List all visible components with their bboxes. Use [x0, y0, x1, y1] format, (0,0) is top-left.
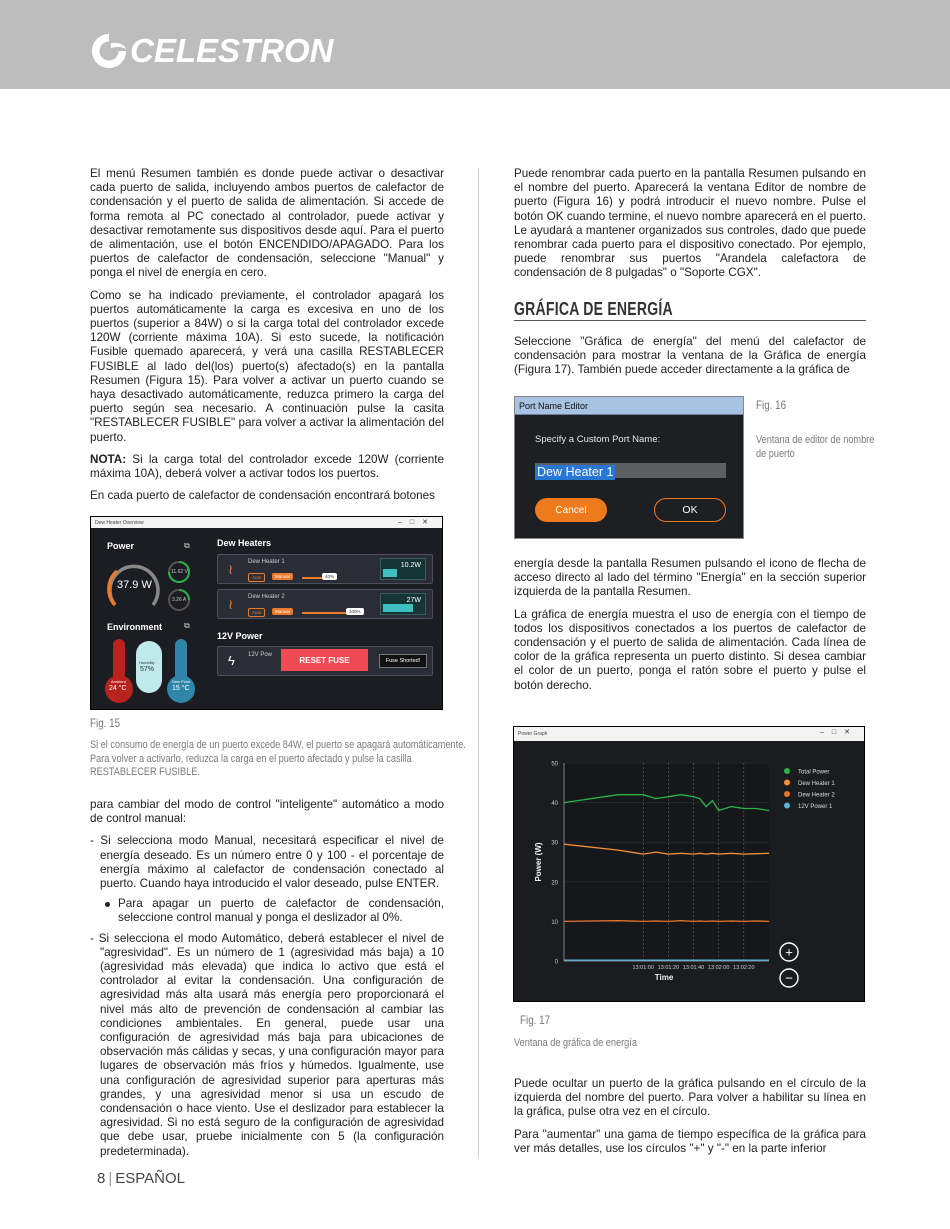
fig17-power-graph-window	[513, 726, 865, 1002]
dialog-title: Port Name Editor	[515, 397, 743, 415]
legend-label: Dew Heater 2	[798, 792, 835, 799]
celestron-logo	[90, 32, 334, 70]
paragraph: energía desde la pantalla Resumen pulsando el icono de flecha de acceso directo al lado del término "Energía" en la sección superior izquierda de la pantalla Resumen.	[514, 557, 866, 599]
legend-label: Dew Heater 1	[798, 781, 835, 787]
left-column-bottom	[90, 798, 444, 1165]
window-title: Dew Heater Overview	[95, 519, 144, 526]
fig17-description: Ventana de gráfica de energía	[514, 1037, 637, 1049]
flame-icon: ≀	[228, 596, 234, 612]
list-item: - Si selecciona el modo Automático, deberá establecer el nivel de "agresividad". Es un número de 1 (agresividad más baja) a 10 (agresividad más elevada) que indica lo activo que está el controlador al evitar la condensación. Una configuración de agresividad más alta usará más energía pero proporcionará el nivel más alto de prevención de condensación al cambiar las condiciones ambientales. En general, puede usar una configuración de agresividad más baja para ubicaciones de observación más cálidas y secas, y una configuración mayor para lugares de observación más fríos y húmedos. Igualmente, use una configuración de agresividad superior para aperturas más grandes, y una agresividad menor si usa un escudo de condensación o hace viento. Use el deslizador para establecer la agresividad. Si no está seguro de la configuración de agresividad que debe usar, pruebe inicialmente con 5 (la configuración predeterminada).	[90, 931, 444, 1158]
note-label: NOTA:	[90, 452, 127, 466]
port-name-value[interactable]: Dew Heater 1	[537, 465, 614, 479]
fig16-desc-line: de puerto	[756, 447, 795, 460]
fig15-description	[90, 739, 548, 780]
fig15-caption: Fig. 15	[90, 716, 121, 730]
ambient-label: Ambient	[111, 679, 126, 684]
12v-port-name[interactable]: 12V Pow	[248, 652, 273, 658]
celestron-swoosh-icon	[90, 32, 128, 70]
y-tick-label: 20	[551, 880, 558, 887]
humidity-label: Humidity	[139, 660, 155, 665]
power-value: 37.9 W	[117, 579, 152, 591]
dew-heaters-label: Dew Heaters	[217, 538, 272, 548]
paragraph: Puede ocultar un puerto de la gráfica pulsando en el círculo de la izquierda del nombre del puerto. Para volver a habilitar su línea en la gráfica, pulse otra vez en el círculo.	[514, 1077, 866, 1119]
right-column-top	[514, 167, 866, 289]
footer-language: ESPAÑOL	[115, 1170, 185, 1187]
brand-name: CELESTRON	[130, 32, 334, 69]
right-column-intro	[514, 335, 866, 386]
section-title: GRÁFICA DE ENERGÍA	[514, 299, 673, 319]
x-tick-label: 13:01:40	[682, 965, 705, 971]
auto-button[interactable]: Auto	[248, 573, 265, 582]
power-chart	[514, 741, 864, 1001]
fig15-desc-line: Si el consumo de energía de un puerto excede 84W, el puerto se apagará automáticamente.	[90, 739, 466, 751]
y-tick-label: 30	[551, 840, 558, 847]
mode-list	[90, 834, 444, 891]
flame-icon: ≀	[228, 561, 234, 577]
section-rule	[514, 320, 866, 321]
manual-button[interactable]: Manual	[272, 608, 293, 615]
window-titlebar	[91, 517, 442, 528]
port-name-input[interactable]	[535, 463, 726, 478]
window-controls-icon[interactable]: –□✕	[398, 519, 436, 526]
heater2-name[interactable]: Dew Heater 2	[248, 594, 285, 600]
heater2-power-bar	[383, 604, 413, 612]
reset-fuse-button[interactable]: RESET FUSE	[281, 649, 368, 671]
x-axis-label: Time	[654, 973, 674, 982]
left-column-top	[90, 167, 444, 511]
right-column-middle	[514, 557, 866, 701]
heater1-row[interactable]	[217, 554, 433, 584]
x-tick-label: 13:02:00	[707, 965, 730, 971]
page-header	[0, 0, 950, 89]
plot-area	[564, 763, 769, 961]
lightning-icon: ϟ	[228, 653, 235, 668]
humidity-value: 57%	[140, 666, 155, 673]
right-column-bottom	[514, 1077, 866, 1164]
legend-marker[interactable]	[784, 791, 790, 797]
bullet-item: Para apagar un puerto de calefactor de condensación, seleccione control manual y ponga el deslizador al 0%.	[90, 897, 444, 925]
heater2-row[interactable]	[217, 589, 433, 619]
page-footer	[97, 1170, 185, 1187]
legend-marker[interactable]	[784, 780, 790, 786]
power-label: Power	[107, 541, 135, 551]
y-tick-label: 50	[551, 761, 558, 768]
paragraph: Puede renombrar cada puerto en la pantalla Resumen pulsando en el nombre del puerto. Aparecerá la ventana Editor de nombre de puerto (Figura 16) y podrá introducir el nuevo nombre. Pulse el botón OK cuando termine, el nuevo nombre aparecerá en el puerto. Le ayudará a mantener organizados sus controles, dado que puede renombrar cada puerto para el dispositivo conectado. Por ejemplo, puede renombrar sus puertos "Arandela calefactora de condensación de 8 pulgadas" o "Soporte CGX".	[514, 167, 866, 280]
paragraph: Como se ha indicado previamente, el controlador apagará los puertos automáticamente la carga es excesiva en uno de los puertos (superior a 84W) o si la carga total del controlador excede 120W (corriente máxima 10A). Si esto sucede, la notificación Fusible quemado aparecerá, y verá una casilla RESTABLECER FUSIBLE al lado del(los) puerto(s) afectado(s) en la pantalla Resumen (Figura 15). Para volver a activar un puerto cuando se haya desactivado automáticamente, reduzca primero la carga del puerto según sea necesario. A continuación pulse la casita "RESTABLECER FUSIBLE" para volver a activar la alimentación del puerto.	[90, 288, 444, 444]
ok-button[interactable]: OK	[654, 498, 726, 522]
ambient-value: 24 °C	[109, 685, 127, 692]
y-axis-label: Power (W)	[534, 842, 543, 882]
fig15-desc-line: Para volver a activarlo, reduzca la carga en el puerto afectado y pulse la casilla	[90, 752, 412, 765]
footer-separator: |	[108, 1170, 113, 1187]
legend-label: 12V Power 1	[798, 804, 833, 810]
12v-power-label: 12V Power	[217, 631, 263, 641]
x-tick-label: 13:02:20	[733, 965, 755, 971]
fig15-desc-line: RESTABLECER FUSIBLE.	[90, 766, 200, 778]
x-tick-label: 13:01:20	[657, 965, 680, 971]
port-name-prompt: Specify a Custom Port Name:	[535, 434, 661, 445]
voltage-value: 11.62 V	[171, 569, 188, 575]
heater1-name[interactable]: Dew Heater 1	[248, 559, 285, 565]
note-paragraph	[90, 453, 444, 481]
zoom-in-icon[interactable]: +	[785, 944, 793, 960]
manual-button[interactable]: Manual	[272, 573, 293, 580]
window-titlebar	[514, 727, 864, 741]
heater2-power-box	[380, 593, 426, 615]
heater1-power-box	[380, 558, 426, 580]
fig16-description	[756, 434, 900, 461]
list-item: - Si selecciona modo Manual, necesitará especificar el nivel de energía deseado. Es un número entre 0 y 100 - el porcentaje de energía máximo al calefactor de condensación conectado al puerto. Cuando haya introducido el valor deseado, pulse ENTER.	[90, 834, 444, 891]
heater2-percent: 100%	[346, 608, 364, 615]
fig17-caption: Fig. 17	[520, 1013, 551, 1027]
fig16-port-name-editor	[514, 396, 744, 539]
heater1-percent: 40%	[322, 573, 337, 580]
external-link-icon[interactable]: ⧉	[184, 621, 190, 630]
fuse-status: Fuse Shorted!	[379, 654, 427, 668]
current-value: 3.26 A	[172, 597, 187, 603]
window-controls-icon[interactable]: –□✕	[820, 729, 858, 736]
window-title: Power Graph	[518, 731, 548, 737]
auto-button[interactable]: Auto	[248, 608, 265, 617]
heater1-power-bar	[383, 569, 397, 577]
series-line	[564, 921, 769, 922]
fig15-dew-heater-overview	[90, 516, 443, 710]
heater2-power: 27W	[406, 597, 421, 604]
heater1-slider[interactable]	[302, 577, 322, 579]
cancel-button[interactable]: Cancel	[535, 498, 607, 522]
paragraph: El menú Resumen también es donde puede activar o desactivar cada puerto de salida, incluyendo ambos puertos de calefactor de condensación y el puerto de salida de alimentación. Si accede de forma remota al PC conectado al controlador, puede activar y desactivar remotamente sus dispositivos desde aquí. Para el puerto de alimentación, use el botón ENCENDIDO/APAGADO. Para los puertos de calefactor de condensación, seleccione "Manual" y ponga el nivel de energía en cero.	[90, 167, 444, 280]
dewpoint-value: 15 °C	[172, 685, 190, 692]
heater1-power: 10.2W	[400, 562, 421, 569]
fig16-caption: Fig. 16	[756, 398, 787, 412]
legend-marker[interactable]	[784, 803, 790, 809]
y-tick-label: 0	[554, 959, 558, 966]
legend-marker[interactable]	[784, 768, 790, 774]
y-tick-label: 10	[551, 919, 558, 926]
note-text: Si la carga total del controlador excede 120W (corriente máxima 10A), deberá volver a activar todos los puertos.	[90, 452, 444, 481]
mode-list	[90, 932, 444, 1159]
paragraph: En cada puerto de calefactor de condensación encontrará botones	[90, 489, 436, 503]
x-tick-label: 13:01:00	[632, 965, 654, 971]
paragraph: Seleccione "Gráfica de energía" del menú del calefactor de condensación para mostrar la ventana de la Gráfica de energía (Figura 17). También puede acceder directamente a la gráfica de	[514, 335, 866, 377]
heater2-slider[interactable]	[302, 612, 348, 614]
paragraph: Para "aumentar" una gama de tiempo específica de la gráfica para ver más detalles, use los círculos "+" y "-" en la parte inferior	[514, 1127, 866, 1155]
column-divider	[478, 168, 479, 1158]
fig16-desc-line: Ventana de editor de nombre	[756, 434, 875, 446]
page-number: 8	[97, 1170, 106, 1187]
environment-label: Environment	[107, 622, 163, 632]
paragraph: para cambiar del modo de control "inteligente" automático a modo de control manual:	[90, 798, 444, 826]
legend-label: Total Power	[798, 769, 830, 776]
zoom-out-icon[interactable]: −	[785, 970, 793, 986]
dewpoint-label: Dew Point	[172, 679, 191, 684]
external-link-icon[interactable]: ⧉	[184, 541, 190, 550]
y-tick-label: 40	[551, 801, 558, 808]
paragraph: La gráfica de energía muestra el uso de energía con el tiempo de todos los dispositivos conectados a los puertos de calefactor de condensación y el puerto de salida de alimentación. Cada línea de color de la gráfica representa un puerto distinto. Si desea cambiar el color de un puerto, ponga el ratón sobre el puerto y pulse el botón derecho.	[514, 607, 866, 692]
